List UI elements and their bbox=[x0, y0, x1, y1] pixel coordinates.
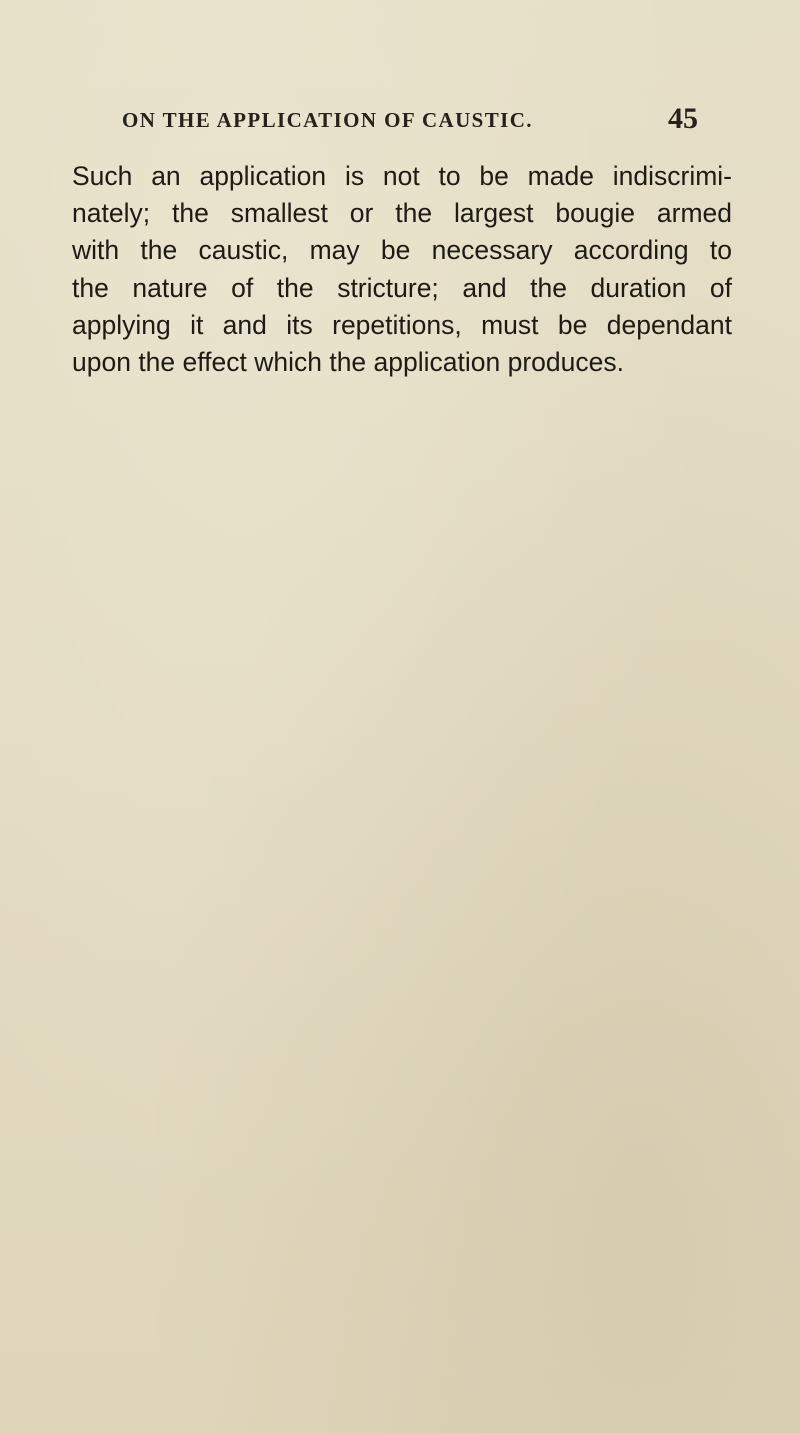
text-line: upon the effect which the application produces. bbox=[72, 347, 624, 378]
running-title: ON THE APPLICATION OF CAUSTIC. bbox=[122, 108, 533, 132]
page-number: 45 bbox=[668, 102, 698, 135]
text-line: nately; the smallest or the largest bougie armed bbox=[72, 198, 732, 229]
text-line: applying it and its repetitions, must be dependant bbox=[72, 309, 732, 340]
text-line: Such an application is not to be made indiscrimi- bbox=[72, 161, 732, 191]
running-head bbox=[0, 102, 800, 138]
bleed-through-texture bbox=[120, 560, 740, 836]
paragraph bbox=[72, 158, 732, 381]
text-line: with the caustic, may be necessary according to bbox=[72, 235, 732, 266]
text-line: the nature of the stricture; and the duration of bbox=[72, 272, 732, 303]
